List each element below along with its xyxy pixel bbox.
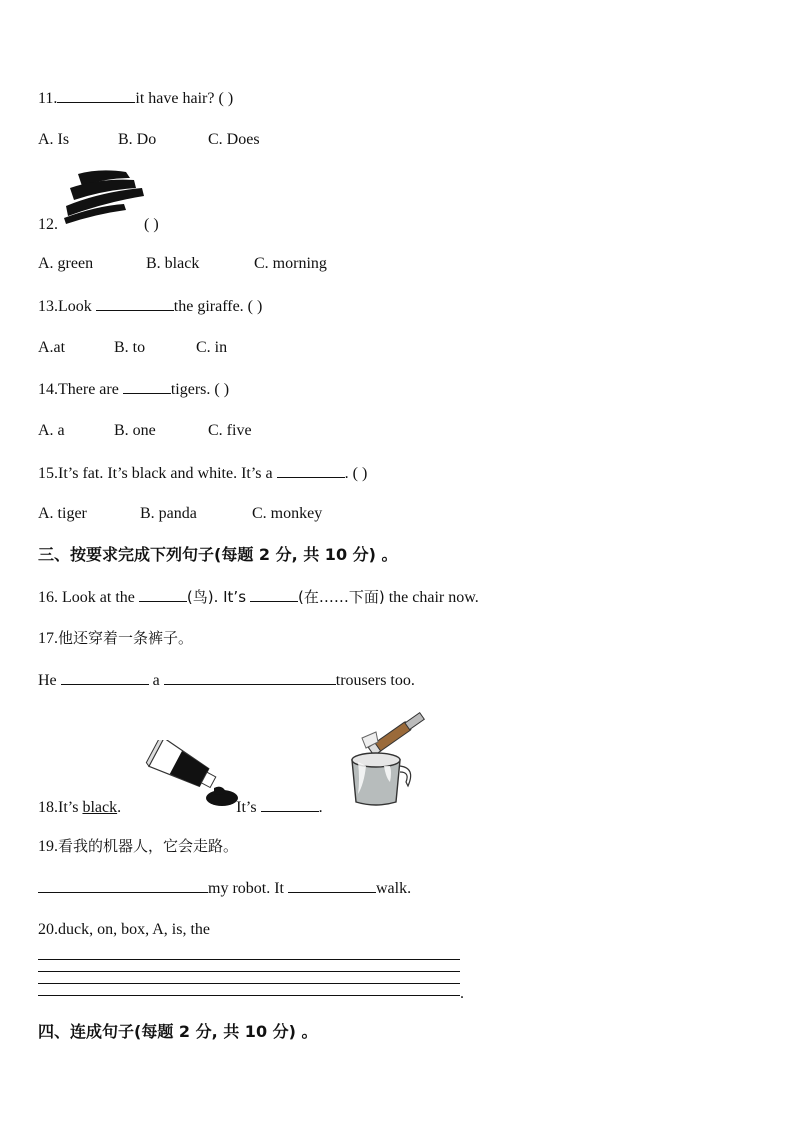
question-20	[38, 920, 210, 940]
q12-option-a[interactable]: A. green	[38, 255, 94, 272]
q14-blank[interactable]	[123, 379, 171, 394]
q20-answer-line-1[interactable]	[38, 959, 460, 960]
q11-answer-paren[interactable]: ( )	[218, 90, 234, 107]
q15-blank[interactable]	[277, 463, 345, 478]
q18-blank[interactable]	[261, 797, 319, 812]
q13-text: the giraffe.	[173, 298, 244, 315]
q16-hint-2: (在……下面)	[298, 588, 385, 606]
q13-option-c[interactable]: C. in	[196, 339, 228, 356]
q14-text: tigers.	[170, 381, 211, 398]
question-13	[38, 296, 262, 317]
q19-text-1: my robot. It	[208, 880, 284, 897]
question-15	[38, 463, 367, 484]
q16-rest: the chair now.	[388, 589, 479, 606]
q13-blank[interactable]	[96, 296, 174, 311]
q20-answer-line-4[interactable]	[38, 995, 460, 996]
question-17-prompt	[38, 628, 193, 649]
q11-blank[interactable]	[57, 88, 135, 103]
q12-options	[38, 254, 327, 274]
q14-option-c[interactable]: C. five	[208, 422, 252, 439]
q11-option-c[interactable]: C. Does	[208, 131, 260, 148]
q19-number: 19.	[38, 838, 58, 855]
q12-number: 12.	[38, 216, 58, 233]
question-16	[38, 587, 479, 608]
q13-number: 13.Look	[38, 298, 92, 315]
q11-text: it have hair?	[135, 90, 215, 107]
q17-number: 17.	[38, 630, 58, 647]
q19-blank-1[interactable]	[38, 878, 208, 893]
q17-chinese: 他还穿着一条裤子。	[58, 629, 194, 647]
q17-word-a: a	[152, 672, 160, 689]
q18-its: It’s	[236, 799, 257, 816]
q18-number: 18.It’s	[38, 799, 79, 816]
gray-paint-bucket-icon	[346, 708, 428, 810]
q16-blank-2[interactable]	[250, 587, 298, 602]
q15-options	[38, 504, 322, 524]
q15-option-a[interactable]: A. tiger	[38, 505, 87, 522]
section-4-heading: 四、连成句子(每题 2 分, 共 10 分) 。	[38, 1022, 318, 1041]
q20-answer-line-3[interactable]	[38, 983, 460, 984]
question-18	[38, 797, 323, 818]
q15-number: 15.It’s fat. It’s black and white. It’s a	[38, 465, 273, 482]
question-19-answer	[38, 878, 411, 899]
q12-option-b[interactable]: B. black	[146, 255, 200, 272]
q12-answer-paren[interactable]: ( )	[144, 216, 159, 233]
q15-text: .	[344, 465, 349, 482]
q11-number: 11.	[38, 90, 58, 107]
q17-blank-2[interactable]	[164, 670, 336, 685]
q13-option-a[interactable]: A.at	[38, 339, 66, 356]
q15-option-b[interactable]: B. panda	[140, 505, 197, 522]
q19-chinese: 看我的机器人，它会走路。	[58, 837, 239, 855]
q16-hint-1: (鸟). It’s	[186, 588, 247, 606]
q19-text-2: walk.	[376, 880, 412, 897]
question-19-prompt	[38, 836, 238, 857]
q20-words: duck, on, box, A, is, the	[58, 921, 210, 938]
q17-rest: trousers too.	[335, 672, 415, 689]
q11-option-a[interactable]: A. Is	[38, 131, 70, 148]
q14-option-b[interactable]: B. one	[114, 422, 156, 439]
q13-options	[38, 338, 227, 358]
q20-end-period: .	[460, 985, 464, 1002]
question-14	[38, 379, 229, 400]
q12-option-c[interactable]: C. morning	[254, 255, 327, 272]
q18-underlined-word: black	[82, 799, 118, 816]
section-3-heading: 三、按要求完成下列句子(每题 2 分, 共 10 分) 。	[38, 545, 398, 564]
q14-answer-paren[interactable]: ( )	[214, 381, 230, 398]
q20-number: 20.	[38, 921, 58, 938]
question-12	[38, 215, 159, 235]
q17-word-he: He	[38, 672, 57, 689]
q18-period: .	[117, 799, 122, 816]
q14-number: 14.There are	[38, 381, 119, 398]
q16-number: 16. Look at the	[38, 589, 135, 606]
q16-blank-1[interactable]	[139, 587, 187, 602]
q11-options	[38, 130, 260, 150]
q14-options	[38, 421, 252, 441]
q15-answer-paren[interactable]: ( )	[352, 465, 368, 482]
q14-option-a[interactable]: A. a	[38, 422, 65, 439]
q13-answer-paren[interactable]: ( )	[247, 298, 263, 315]
q20-answer-line-2[interactable]	[38, 971, 460, 972]
q13-option-b[interactable]: B. to	[114, 339, 146, 356]
q11-option-b[interactable]: B. Do	[118, 131, 157, 148]
question-11	[38, 88, 233, 109]
q15-option-c[interactable]: C. monkey	[252, 505, 323, 522]
q19-blank-2[interactable]	[288, 878, 376, 893]
q17-blank-1[interactable]	[61, 670, 149, 685]
q18-end: .	[318, 799, 323, 816]
question-17-answer	[38, 670, 415, 691]
